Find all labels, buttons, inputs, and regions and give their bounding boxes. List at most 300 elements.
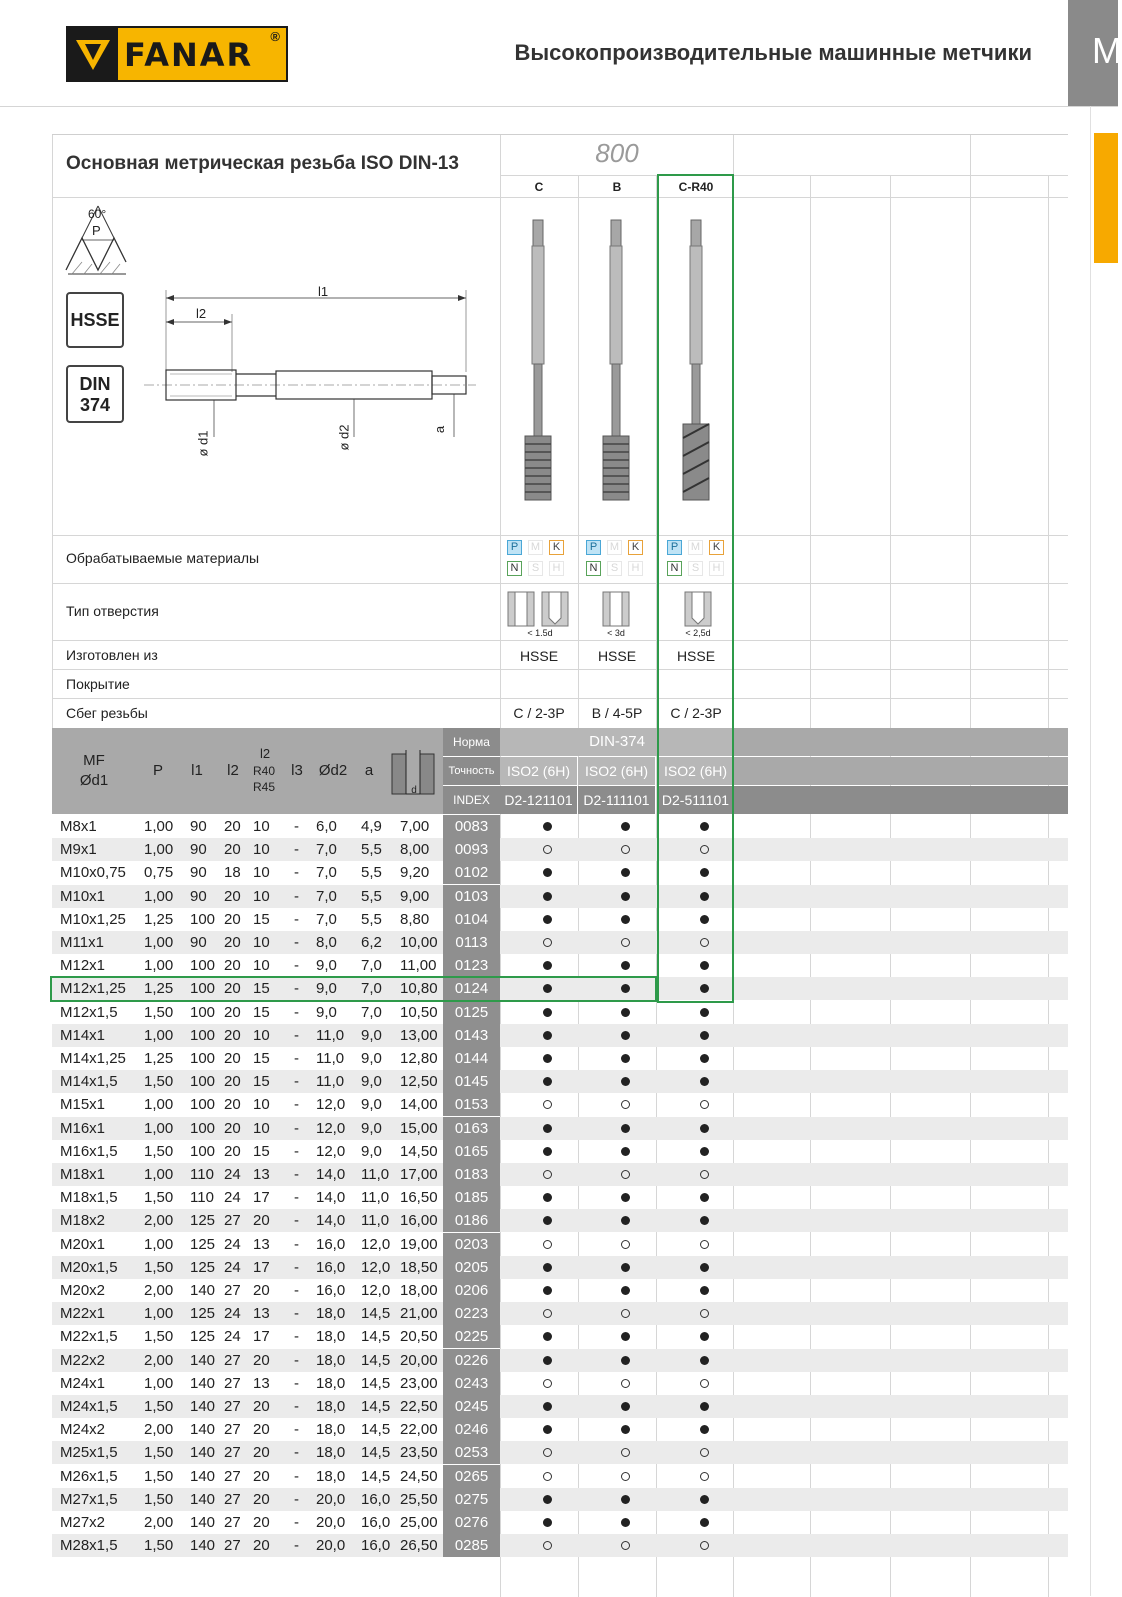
- table-row[interactable]: [52, 815, 1068, 838]
- drawing-a-label: a: [432, 425, 448, 434]
- cell-l1: 125: [190, 1305, 216, 1323]
- table-row[interactable]: [52, 1256, 1068, 1279]
- head-mf: MF: [83, 752, 105, 769]
- in-stock-dot-icon: [621, 1031, 630, 1040]
- tap-image-c: [520, 218, 556, 502]
- in-stock-dot-icon: [543, 1332, 552, 1341]
- cell-d: 8,00: [400, 841, 430, 859]
- cell-p: 1,00: [144, 1235, 174, 1253]
- material-badge-s: S: [528, 561, 543, 576]
- table-row[interactable]: [52, 1163, 1068, 1186]
- cell-r: 17: [253, 1328, 270, 1346]
- cell-l3: -: [294, 1467, 299, 1485]
- cell-l1: 100: [190, 1096, 216, 1114]
- cell-a: 9,0: [361, 1142, 382, 1160]
- cell-l1: 90: [190, 864, 207, 882]
- cell-mf: M20x2: [60, 1282, 106, 1299]
- in-stock-dot-icon: [621, 961, 630, 970]
- cell-mf: M18x1: [60, 1166, 106, 1183]
- table-row[interactable]: [52, 1233, 1068, 1256]
- cell-l1: 140: [190, 1444, 216, 1462]
- in-stock-dot-icon: [621, 1425, 630, 1434]
- cell-l2: 20: [224, 1050, 241, 1067]
- cell-mf: M18x2: [60, 1212, 106, 1230]
- cell-l3: -: [294, 1235, 299, 1253]
- cell-r: 15: [253, 910, 270, 928]
- cell-mf: M18x1,5: [60, 1189, 118, 1207]
- accuracy-empty: [734, 757, 1068, 785]
- in-stock-dot-icon: [543, 915, 552, 924]
- cell-index: 0125: [443, 1001, 500, 1024]
- table-row[interactable]: [52, 931, 1068, 954]
- cell-r: 20: [253, 1282, 270, 1299]
- on-order-circle-icon: [543, 1100, 552, 1109]
- cell-a: 14,5: [361, 1467, 391, 1485]
- in-stock-dot-icon: [621, 822, 630, 831]
- cell-p: 1,50: [144, 1467, 174, 1485]
- cell-l2: 20: [224, 1096, 241, 1114]
- cell-mf: M12x1: [60, 957, 106, 975]
- cell-index: 0093: [443, 838, 500, 861]
- on-order-circle-icon: [543, 1170, 552, 1179]
- cell-a: 16,0: [361, 1514, 391, 1531]
- cell-d: 18,50: [400, 1258, 438, 1276]
- cell-d2: 14,0: [316, 1166, 346, 1183]
- tap-drawing: [140, 282, 480, 452]
- in-stock-dot-icon: [543, 1495, 552, 1504]
- cell-d2: 18,0: [316, 1328, 346, 1346]
- cell-p: 1,00: [144, 841, 174, 859]
- fanar-logo: [66, 26, 288, 82]
- in-stock-dot-icon: [700, 1147, 709, 1156]
- cell-a: 11,0: [361, 1189, 390, 1207]
- cell-l3: -: [294, 1444, 299, 1462]
- in-stock-dot-icon: [621, 1332, 630, 1341]
- cell-d: 14,00: [400, 1096, 438, 1114]
- in-stock-dot-icon: [543, 1124, 552, 1133]
- cell-d: 23,50: [400, 1444, 438, 1462]
- cell-l3: -: [294, 818, 299, 835]
- thread-pitch-label: P: [92, 223, 101, 238]
- material-badge-n: N: [586, 561, 601, 576]
- cell-d: 16,00: [400, 1212, 438, 1230]
- cell-mf: M27x1,5: [60, 1490, 118, 1508]
- cell-l3: -: [294, 1374, 299, 1392]
- cell-p: 1,00: [144, 934, 174, 951]
- table-row[interactable]: [52, 1465, 1068, 1488]
- cell-r: 20: [253, 1467, 270, 1485]
- cell-p: 1,00: [144, 1166, 174, 1183]
- cell-index: 0102: [443, 861, 500, 884]
- in-stock-dot-icon: [543, 1518, 552, 1527]
- table-row[interactable]: [52, 885, 1068, 908]
- cell-index: 0253: [443, 1441, 500, 1464]
- cell-d: 21,00: [400, 1305, 438, 1323]
- cell-a: 14,5: [361, 1305, 391, 1323]
- cell-l2: 20: [224, 1073, 241, 1091]
- on-order-circle-icon: [543, 1448, 552, 1457]
- head-l3: l3: [291, 762, 303, 779]
- cell-a: 9,0: [361, 1096, 382, 1114]
- cell-p: 2,00: [144, 1282, 174, 1299]
- table-row[interactable]: [52, 1093, 1068, 1116]
- in-stock-dot-icon: [543, 1356, 552, 1365]
- in-stock-dot-icon: [543, 961, 552, 970]
- cell-index: 0185: [443, 1186, 500, 1209]
- cell-l2: 24: [224, 1305, 241, 1323]
- on-order-circle-icon: [700, 1379, 709, 1388]
- in-stock-dot-icon: [700, 1031, 709, 1040]
- cell-l2: 27: [224, 1212, 241, 1230]
- cell-p: 1,25: [144, 1050, 174, 1067]
- cell-d: 12,80: [400, 1050, 438, 1067]
- material-badge-p: P: [507, 540, 522, 555]
- cell-p: 1,00: [144, 887, 174, 905]
- cell-l2: 20: [224, 818, 241, 835]
- cell-d: 18,00: [400, 1282, 438, 1299]
- column-header-c-r40: C-R40: [678, 180, 714, 194]
- column-header-b: B: [612, 180, 622, 194]
- cell-l3: -: [294, 1351, 299, 1369]
- cell-p: 1,00: [144, 1096, 174, 1114]
- section-tab-letter: M: [1092, 30, 1122, 71]
- table-row[interactable]: [52, 1209, 1068, 1232]
- material-badge-k: K: [709, 540, 724, 555]
- cell-d2: 18,0: [316, 1374, 346, 1392]
- cell-d2: 14,0: [316, 1212, 346, 1230]
- cell-d: 23,00: [400, 1374, 438, 1392]
- cell-r: 13: [253, 1305, 270, 1323]
- cell-mf: M15x1: [60, 1096, 106, 1114]
- cell-mf: M14x1: [60, 1026, 106, 1044]
- cell-d2: 18,0: [316, 1444, 346, 1462]
- cell-d2: 18,0: [316, 1421, 346, 1439]
- cell-a: 9,0: [361, 1050, 382, 1067]
- table-row[interactable]: [52, 838, 1068, 861]
- cell-r: 20: [253, 1351, 270, 1369]
- cell-d2: 16,0: [316, 1258, 346, 1276]
- in-stock-dot-icon: [700, 1263, 709, 1272]
- on-order-circle-icon: [543, 845, 552, 854]
- table-row[interactable]: [52, 1302, 1068, 1325]
- in-stock-dot-icon: [543, 1193, 552, 1202]
- on-order-circle-icon: [543, 1472, 552, 1481]
- in-stock-dot-icon: [543, 1054, 552, 1063]
- head-l2-r: l2: [259, 746, 271, 761]
- cell-l2: 24: [224, 1328, 241, 1346]
- cell-l3: -: [294, 1003, 299, 1021]
- cell-d2: 8,0: [316, 934, 337, 951]
- side-orange-marker: [1094, 133, 1118, 263]
- on-order-circle-icon: [700, 1448, 709, 1457]
- coating-label: Покрытие: [66, 676, 130, 692]
- in-stock-dot-icon: [700, 1193, 709, 1202]
- cell-d2: 20,0: [316, 1490, 346, 1508]
- din-badge: [66, 365, 124, 423]
- head-r40: R40: [252, 764, 275, 778]
- cell-p: 1,50: [144, 1444, 174, 1462]
- hole-type-icon-b: [601, 590, 631, 630]
- table-row[interactable]: [52, 1186, 1068, 1209]
- runout-c-r40: C / 2-3P: [670, 705, 722, 721]
- cell-l2: 20: [224, 1142, 241, 1160]
- table-row[interactable]: [52, 1395, 1068, 1418]
- cell-d: 9,00: [400, 887, 430, 905]
- cell-p: 1,00: [144, 1305, 174, 1323]
- cell-d: 11,00: [400, 957, 437, 975]
- table-row[interactable]: [52, 1140, 1068, 1163]
- cell-l2: 24: [224, 1166, 241, 1183]
- cell-mf: M24x1,5: [60, 1398, 118, 1415]
- cell-l2: 27: [224, 1444, 241, 1462]
- cell-l2: 20: [224, 980, 241, 998]
- cell-d2: 16,0: [316, 1235, 346, 1253]
- cell-mf: M22x1: [60, 1305, 106, 1323]
- cell-a: 5,5: [361, 841, 382, 859]
- drawing-l2-label: l2: [196, 306, 207, 321]
- cell-d2: 9,0: [316, 957, 337, 975]
- cell-index: 0225: [443, 1325, 500, 1348]
- table-row[interactable]: [52, 1372, 1068, 1395]
- cell-l2: 18: [224, 864, 241, 882]
- cell-d2: 14,0: [316, 1189, 346, 1207]
- cell-d: 26,50: [400, 1537, 438, 1555]
- on-order-circle-icon: [700, 1240, 709, 1249]
- cell-l1: 100: [190, 1003, 216, 1021]
- cell-p: 1,50: [144, 1258, 174, 1276]
- table-row[interactable]: [52, 908, 1068, 931]
- cell-d: 8,80: [400, 910, 430, 928]
- cell-d2: 20,0: [316, 1537, 346, 1555]
- on-order-circle-icon: [621, 1541, 630, 1550]
- cell-l2: 27: [224, 1374, 241, 1392]
- cell-d: 25,00: [400, 1514, 438, 1531]
- cell-r: 10: [253, 934, 270, 951]
- table-row[interactable]: [52, 954, 1068, 977]
- in-stock-dot-icon: [621, 1356, 630, 1365]
- cell-d: 12,50: [400, 1073, 438, 1091]
- cell-l2: 24: [224, 1258, 241, 1276]
- in-stock-dot-icon: [543, 1402, 552, 1411]
- cell-d: 7,00: [400, 818, 430, 835]
- in-stock-dot-icon: [700, 1077, 709, 1086]
- head-r45: R45: [252, 780, 275, 794]
- in-stock-dot-icon: [543, 1077, 552, 1086]
- in-stock-dot-icon: [621, 1077, 630, 1086]
- in-stock-dot-icon: [543, 1286, 552, 1295]
- cell-d2: 7,0: [316, 887, 337, 905]
- in-stock-dot-icon: [700, 1356, 709, 1365]
- din-badge-line1: DIN: [79, 374, 111, 394]
- cell-d2: 11,0: [316, 1050, 345, 1067]
- cell-d: 24,50: [400, 1467, 438, 1485]
- cell-p: 1,00: [144, 818, 174, 835]
- cell-l3: -: [294, 934, 299, 951]
- cell-index: 0206: [443, 1279, 500, 1302]
- cell-l1: 125: [190, 1328, 216, 1346]
- cell-d2: 11,0: [316, 1026, 345, 1044]
- cell-r: 15: [253, 1050, 270, 1067]
- cell-l1: 100: [190, 1026, 216, 1044]
- in-stock-dot-icon: [543, 1147, 552, 1156]
- accuracy-c: ISO2 (6H): [500, 757, 577, 785]
- made-of-c-r40: HSSE: [676, 648, 716, 664]
- in-stock-dot-icon: [621, 1193, 630, 1202]
- on-order-circle-icon: [621, 1472, 630, 1481]
- cell-l1: 100: [190, 910, 216, 928]
- cell-mf: M14x1,5: [60, 1073, 118, 1091]
- cell-l2: 20: [224, 887, 241, 905]
- cell-l1: 100: [190, 1050, 216, 1067]
- cell-l2: 27: [224, 1421, 241, 1439]
- on-order-circle-icon: [700, 1100, 709, 1109]
- cell-mf: M28x1,5: [60, 1537, 118, 1555]
- cell-l2: 24: [224, 1235, 241, 1253]
- runout-label: Сбег резьбы: [66, 705, 148, 721]
- cell-mf: M22x2: [60, 1351, 106, 1369]
- side-divider: [1090, 106, 1091, 1596]
- cell-p: 1,50: [144, 1073, 174, 1091]
- highlight-row-m12x1-25: [50, 976, 657, 1002]
- cell-p: 2,00: [144, 1514, 174, 1531]
- on-order-circle-icon: [543, 1240, 552, 1249]
- table-row[interactable]: [52, 1534, 1068, 1557]
- cell-mf: M24x1: [60, 1374, 106, 1392]
- cell-a: 5,5: [361, 864, 382, 882]
- cell-index: 0165: [443, 1140, 500, 1163]
- cell-index: 0163: [443, 1117, 500, 1140]
- in-stock-dot-icon: [621, 1495, 630, 1504]
- head-a: a: [364, 762, 374, 779]
- cell-l2: 27: [224, 1467, 241, 1485]
- in-stock-dot-icon: [700, 1402, 709, 1411]
- cell-mf: M16x1,5: [60, 1142, 118, 1160]
- table-row[interactable]: [52, 861, 1068, 884]
- cell-d: 13,00: [400, 1026, 438, 1044]
- accuracy-label: Точность: [443, 757, 500, 785]
- table-row[interactable]: [52, 1441, 1068, 1464]
- index-empty: [734, 786, 1068, 814]
- table-row[interactable]: [52, 1117, 1068, 1140]
- logo-mark-icon: [68, 28, 118, 80]
- head-d-symbol: d: [411, 785, 417, 796]
- table-row[interactable]: [52, 1488, 1068, 1511]
- cell-r: 10: [253, 1096, 270, 1114]
- cell-r: 13: [253, 1235, 270, 1253]
- cell-index: 0153: [443, 1093, 500, 1116]
- cell-d2: 12,0: [316, 1119, 346, 1137]
- cell-d2: 18,0: [316, 1351, 346, 1369]
- table-row[interactable]: [52, 1024, 1068, 1047]
- table-row[interactable]: [52, 1418, 1068, 1441]
- on-order-circle-icon: [621, 1448, 630, 1457]
- cell-l3: -: [294, 1050, 299, 1067]
- cell-l2: 20: [224, 957, 241, 975]
- cell-l3: -: [294, 1189, 299, 1207]
- cell-index: 0223: [443, 1302, 500, 1325]
- cell-p: 1,25: [144, 910, 174, 928]
- norma-empty: [734, 728, 1068, 756]
- head-d1: Ød1: [79, 772, 109, 789]
- cell-l2: 20: [224, 934, 241, 951]
- section-tab[interactable]: [1068, 0, 1122, 106]
- cell-d2: 7,0: [316, 841, 337, 859]
- cell-r: 10: [253, 864, 270, 882]
- cell-a: 9,0: [361, 1026, 382, 1044]
- in-stock-dot-icon: [543, 868, 552, 877]
- cell-a: 14,5: [361, 1351, 391, 1369]
- in-stock-dot-icon: [700, 1124, 709, 1133]
- cell-p: 1,50: [144, 1142, 174, 1160]
- cell-index: 0246: [443, 1418, 500, 1441]
- cell-l1: 110: [190, 1189, 214, 1207]
- cell-d2: 9,0: [316, 980, 337, 998]
- cell-d2: 6,0: [316, 818, 337, 835]
- cell-l2: 20: [224, 1119, 241, 1137]
- in-stock-dot-icon: [700, 1518, 709, 1527]
- table-row[interactable]: [52, 1325, 1068, 1348]
- table-row[interactable]: [52, 1047, 1068, 1070]
- thread-angle-label: 60°: [88, 207, 107, 221]
- head-l2: l2: [227, 762, 239, 779]
- in-stock-dot-icon: [700, 1216, 709, 1225]
- cell-l3: -: [294, 1026, 299, 1044]
- on-order-circle-icon: [621, 1100, 630, 1109]
- head-p: P: [152, 762, 163, 779]
- cell-index: 0144: [443, 1047, 500, 1070]
- in-stock-dot-icon: [621, 868, 630, 877]
- cell-mf: M10x0,75: [60, 864, 126, 882]
- cell-r: 10: [253, 1026, 270, 1044]
- cell-index: 0275: [443, 1488, 500, 1511]
- cell-l1: 90: [190, 841, 207, 859]
- cell-l3: -: [294, 1490, 299, 1508]
- table-row[interactable]: [52, 1349, 1068, 1372]
- cell-d: 10,50: [400, 1003, 438, 1021]
- cell-index: 0226: [443, 1349, 500, 1372]
- cell-a: 12,0: [361, 1258, 391, 1276]
- table-row[interactable]: [52, 1279, 1068, 1302]
- series-number: 800: [595, 138, 639, 168]
- cell-index: 0113: [443, 931, 500, 954]
- on-order-circle-icon: [700, 1472, 709, 1481]
- cell-l3: -: [294, 910, 299, 928]
- cell-r: 20: [253, 1537, 270, 1555]
- cell-l1: 125: [190, 1235, 216, 1253]
- cell-l1: 100: [190, 957, 216, 975]
- cell-d: 9,20: [400, 864, 430, 882]
- cell-a: 14,5: [361, 1421, 391, 1439]
- on-order-circle-icon: [621, 1240, 630, 1249]
- cell-a: 16,0: [361, 1537, 391, 1555]
- material-badge-p: P: [667, 540, 682, 555]
- cell-r: 20: [253, 1490, 270, 1508]
- cell-l1: 100: [190, 1142, 216, 1160]
- in-stock-dot-icon: [700, 1332, 709, 1341]
- cell-index: 0183: [443, 1163, 500, 1186]
- cell-l2: 20: [224, 841, 241, 859]
- cell-d: 15,00: [400, 1119, 438, 1137]
- cell-l1: 140: [190, 1467, 216, 1485]
- table-row[interactable]: [52, 1511, 1068, 1534]
- cell-mf: M27x2: [60, 1514, 106, 1531]
- page-title: Высокопроизводительные машинные метчики: [514, 40, 1032, 65]
- cell-p: 1,00: [144, 957, 174, 975]
- cell-d: 10,80: [400, 980, 438, 998]
- in-stock-dot-icon: [543, 1216, 552, 1225]
- table-row[interactable]: [52, 1070, 1068, 1093]
- table-row[interactable]: [52, 1001, 1068, 1024]
